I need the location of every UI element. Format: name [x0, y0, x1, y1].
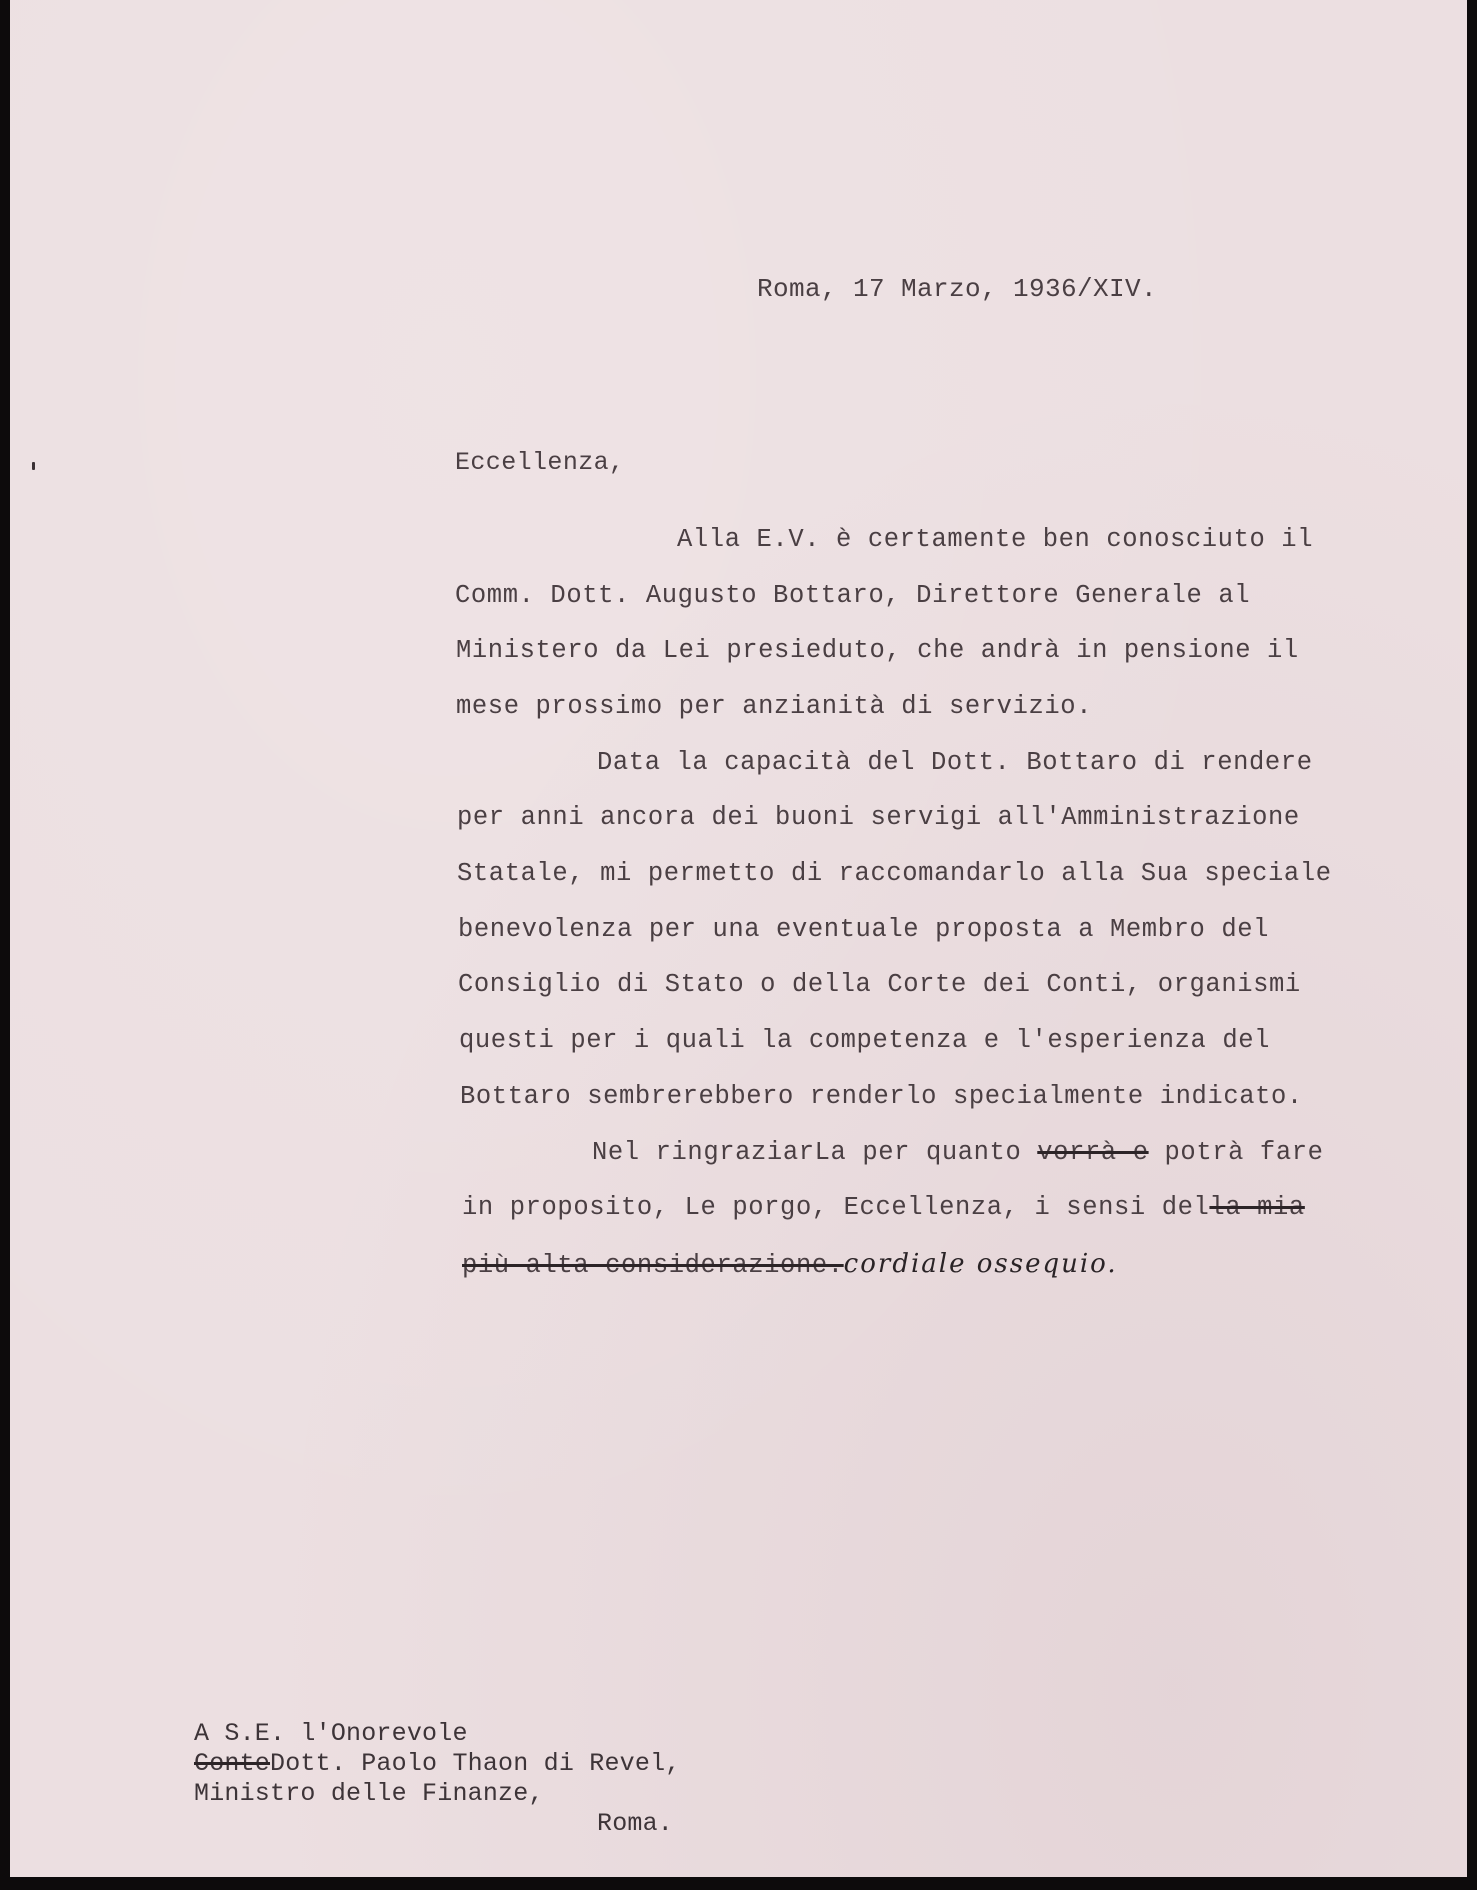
paragraph1-line4: mese prossimo per anzianità di servizio.	[456, 692, 1093, 721]
paragraph2-line6: questi per i quali la competenza e l'esperienza del	[459, 1026, 1271, 1055]
closing-line3	[462, 1251, 1118, 1279]
closing-line2-start: in proposito, Le porgo, Eccellenza, i sensi del	[462, 1193, 1210, 1222]
address-line2	[194, 1751, 680, 1776]
address-line2-struck: Conte	[194, 1749, 271, 1778]
paragraph1-line1: Alla E.V. è certamente ben conosciuto il	[677, 525, 1314, 554]
closing-line1-start: Nel ringraziarLa per quanto	[592, 1138, 1038, 1167]
address-line3: Ministro delle Finanze,	[194, 1779, 544, 1808]
closing-line2-struck: la mia	[1209, 1193, 1305, 1222]
paragraph2-line3: Statale, mi permetto di raccomandarlo alla Sua speciale	[457, 859, 1332, 888]
paragraph2-line2: per anni ancora dei buoni servigi all'Amministrazione	[457, 803, 1300, 832]
closing-line1-end: potrà fare	[1148, 1138, 1324, 1167]
paragraph2-line1: Data la capacità del Dott. Bottaro di rendere	[597, 748, 1313, 777]
address-line1: A S.E. l'Onorevole	[194, 1719, 468, 1748]
salutation: Eccellenza,	[455, 448, 625, 477]
closing-line3-struck: più alta considerazione.	[462, 1251, 844, 1280]
closing-line1	[592, 1140, 1324, 1166]
paragraph1-line2: Comm. Dott. Augusto Bottaro, Direttore Generale al	[455, 581, 1251, 610]
closing-line2	[462, 1195, 1305, 1221]
address-line2-text: Dott. Paolo Thaon di Revel,	[270, 1749, 681, 1778]
address-line4: Roma.	[597, 1809, 674, 1838]
date-line: Roma, 17 Marzo, 1936/XIV.	[757, 274, 1158, 304]
paragraph2-line7: Bottaro sembrerebbero renderlo specialmente indicato.	[460, 1082, 1303, 1111]
edge-mark	[32, 462, 35, 470]
letter-sheet	[10, 0, 1467, 1877]
closing-handwritten-correction: cordiale ossequio.	[843, 1249, 1118, 1279]
paragraph2-line4: benevolenza per una eventuale proposta a Membro del	[458, 915, 1270, 944]
paragraph2-line5: Consiglio di Stato o della Corte dei Conti, organismi	[458, 970, 1301, 999]
closing-line1-struck: vorrà e	[1037, 1138, 1149, 1167]
paragraph1-line3: Ministero da Lei presieduto, che andrà in pensione il	[456, 636, 1299, 665]
